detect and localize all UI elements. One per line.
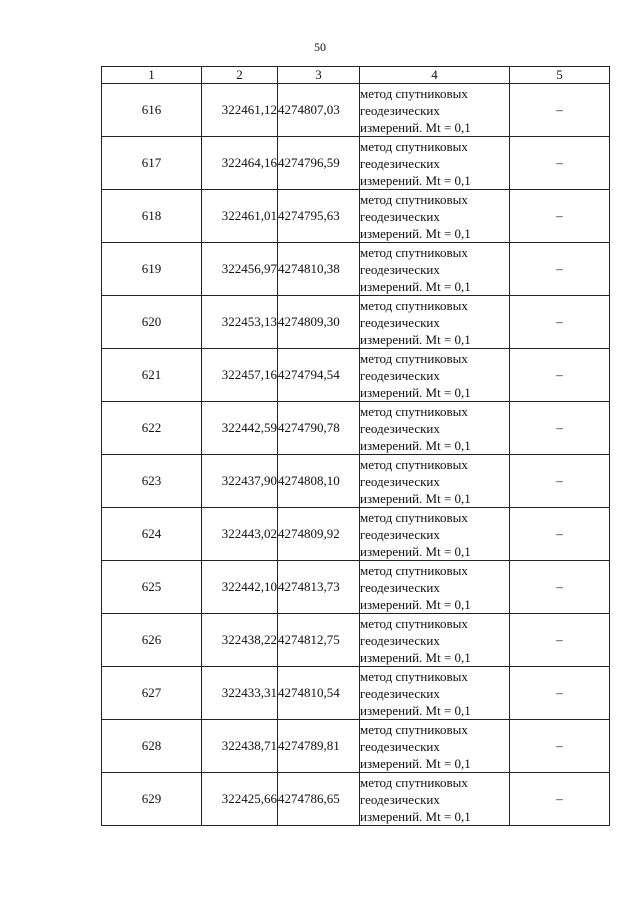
method-cell — [360, 137, 510, 190]
y-coordinate-cell: 4274812,75 — [278, 614, 360, 667]
method-line: геодезических — [360, 473, 440, 489]
point-number-cell: 617 — [102, 137, 202, 190]
method-line: измерений. Mt = 0,1 — [360, 172, 471, 188]
method-line: измерений. Mt = 0,1 — [360, 437, 471, 453]
column-5-cell: – — [510, 561, 610, 614]
method-line: геодезических — [360, 738, 440, 754]
point-number-cell: 626 — [102, 614, 202, 667]
point-number-cell: 627 — [102, 667, 202, 720]
y-coordinate-cell: 4274808,10 — [278, 455, 360, 508]
method-line: измерений. Mt = 0,1 — [360, 543, 471, 559]
method-line: измерений. Mt = 0,1 — [360, 490, 471, 506]
table-row — [102, 773, 610, 826]
point-number-cell: 619 — [102, 243, 202, 296]
method-line: измерений. Mt = 0,1 — [360, 225, 471, 241]
column-header-3: 3 — [278, 67, 360, 84]
method-cell — [360, 84, 510, 137]
method-line: метод спутниковых — [360, 403, 468, 419]
method-cell — [360, 243, 510, 296]
page-number: 50 — [314, 40, 326, 54]
method-line: метод спутниковых — [360, 85, 468, 101]
method-line: метод спутниковых — [360, 774, 468, 790]
x-coordinate-cell: 322433,31 — [202, 667, 278, 720]
method-line: геодезических — [360, 367, 440, 383]
method-line: геодезических — [360, 314, 440, 330]
x-coordinate-cell: 322461,12 — [202, 84, 278, 137]
method-line: метод спутниковых — [360, 562, 468, 578]
point-number-cell: 621 — [102, 349, 202, 402]
coordinates-table — [101, 66, 610, 826]
y-coordinate-cell: 4274786,65 — [278, 773, 360, 826]
column-5-cell: – — [510, 402, 610, 455]
table-row — [102, 190, 610, 243]
method-cell — [360, 667, 510, 720]
method-cell — [360, 349, 510, 402]
table-row — [102, 296, 610, 349]
x-coordinate-cell: 322457,16 — [202, 349, 278, 402]
method-cell — [360, 720, 510, 773]
method-cell — [360, 190, 510, 243]
table-row — [102, 402, 610, 455]
point-number-cell: 624 — [102, 508, 202, 561]
method-line: измерений. Mt = 0,1 — [360, 755, 471, 771]
y-coordinate-cell: 4274790,78 — [278, 402, 360, 455]
method-cell — [360, 455, 510, 508]
x-coordinate-cell: 322443,02 — [202, 508, 278, 561]
x-coordinate-cell: 322438,71 — [202, 720, 278, 773]
y-coordinate-cell: 4274810,38 — [278, 243, 360, 296]
method-line: измерений. Mt = 0,1 — [360, 808, 471, 824]
method-line: геодезических — [360, 261, 440, 277]
x-coordinate-cell: 322464,16 — [202, 137, 278, 190]
x-coordinate-cell: 322442,10 — [202, 561, 278, 614]
point-number-cell: 628 — [102, 720, 202, 773]
column-header-4: 4 — [360, 67, 510, 84]
point-number-cell: 616 — [102, 84, 202, 137]
point-number-cell: 625 — [102, 561, 202, 614]
method-line: метод спутниковых — [360, 668, 468, 684]
y-coordinate-cell: 4274813,73 — [278, 561, 360, 614]
method-line: геодезических — [360, 579, 440, 595]
table-body — [102, 84, 610, 826]
method-line: измерений. Mt = 0,1 — [360, 119, 471, 135]
table-row — [102, 84, 610, 137]
method-line: геодезических — [360, 420, 440, 436]
method-line: геодезических — [360, 791, 440, 807]
y-coordinate-cell: 4274809,92 — [278, 508, 360, 561]
method-cell — [360, 773, 510, 826]
method-line: метод спутниковых — [360, 244, 468, 260]
column-5-cell: – — [510, 773, 610, 826]
method-cell — [360, 402, 510, 455]
method-line: измерений. Mt = 0,1 — [360, 331, 471, 347]
column-5-cell: – — [510, 455, 610, 508]
point-number-cell: 623 — [102, 455, 202, 508]
method-line: геодезических — [360, 208, 440, 224]
method-line: измерений. Mt = 0,1 — [360, 384, 471, 400]
method-line: геодезических — [360, 632, 440, 648]
y-coordinate-cell: 4274795,63 — [278, 190, 360, 243]
column-5-cell: – — [510, 243, 610, 296]
method-line: метод спутниковых — [360, 721, 468, 737]
x-coordinate-cell: 322437,90 — [202, 455, 278, 508]
table-header-row — [102, 67, 610, 84]
column-5-cell: – — [510, 614, 610, 667]
column-header-2: 2 — [202, 67, 278, 84]
point-number-cell: 618 — [102, 190, 202, 243]
method-line: измерений. Mt = 0,1 — [360, 278, 471, 294]
point-number-cell: 629 — [102, 773, 202, 826]
method-line: метод спутниковых — [360, 191, 468, 207]
y-coordinate-cell: 4274796,59 — [278, 137, 360, 190]
table-row — [102, 243, 610, 296]
method-cell — [360, 508, 510, 561]
table-row — [102, 349, 610, 402]
x-coordinate-cell: 322456,97 — [202, 243, 278, 296]
method-line: измерений. Mt = 0,1 — [360, 649, 471, 665]
table-row — [102, 720, 610, 773]
method-line: геодезических — [360, 102, 440, 118]
y-coordinate-cell: 4274809,30 — [278, 296, 360, 349]
y-coordinate-cell: 4274794,54 — [278, 349, 360, 402]
point-number-cell: 622 — [102, 402, 202, 455]
column-5-cell: – — [510, 508, 610, 561]
y-coordinate-cell: 4274810,54 — [278, 667, 360, 720]
x-coordinate-cell: 322438,22 — [202, 614, 278, 667]
column-header-1: 1 — [102, 67, 202, 84]
method-line: метод спутниковых — [360, 138, 468, 154]
method-line: метод спутниковых — [360, 297, 468, 313]
column-5-cell: – — [510, 349, 610, 402]
method-line: геодезических — [360, 685, 440, 701]
method-line: метод спутниковых — [360, 615, 468, 631]
method-line: метод спутниковых — [360, 456, 468, 472]
table-row — [102, 561, 610, 614]
table-row — [102, 137, 610, 190]
method-cell — [360, 296, 510, 349]
point-number-cell: 620 — [102, 296, 202, 349]
column-5-cell: – — [510, 667, 610, 720]
column-5-cell: – — [510, 190, 610, 243]
method-line: геодезических — [360, 155, 440, 171]
x-coordinate-cell: 322425,66 — [202, 773, 278, 826]
method-line: метод спутниковых — [360, 350, 468, 366]
table-row — [102, 614, 610, 667]
column-5-cell: – — [510, 720, 610, 773]
x-coordinate-cell: 322442,59 — [202, 402, 278, 455]
x-coordinate-cell: 322453,13 — [202, 296, 278, 349]
method-line: измерений. Mt = 0,1 — [360, 702, 471, 718]
table-row — [102, 508, 610, 561]
x-coordinate-cell: 322461,01 — [202, 190, 278, 243]
y-coordinate-cell: 4274807,03 — [278, 84, 360, 137]
method-line: измерений. Mt = 0,1 — [360, 596, 471, 612]
method-cell — [360, 561, 510, 614]
column-5-cell: – — [510, 137, 610, 190]
table-row — [102, 667, 610, 720]
y-coordinate-cell: 4274789,81 — [278, 720, 360, 773]
table-row — [102, 455, 610, 508]
method-line: метод спутниковых — [360, 509, 468, 525]
column-header-5: 5 — [510, 67, 610, 84]
column-5-cell: – — [510, 296, 610, 349]
method-line: геодезических — [360, 526, 440, 542]
column-5-cell: – — [510, 84, 610, 137]
method-cell — [360, 614, 510, 667]
